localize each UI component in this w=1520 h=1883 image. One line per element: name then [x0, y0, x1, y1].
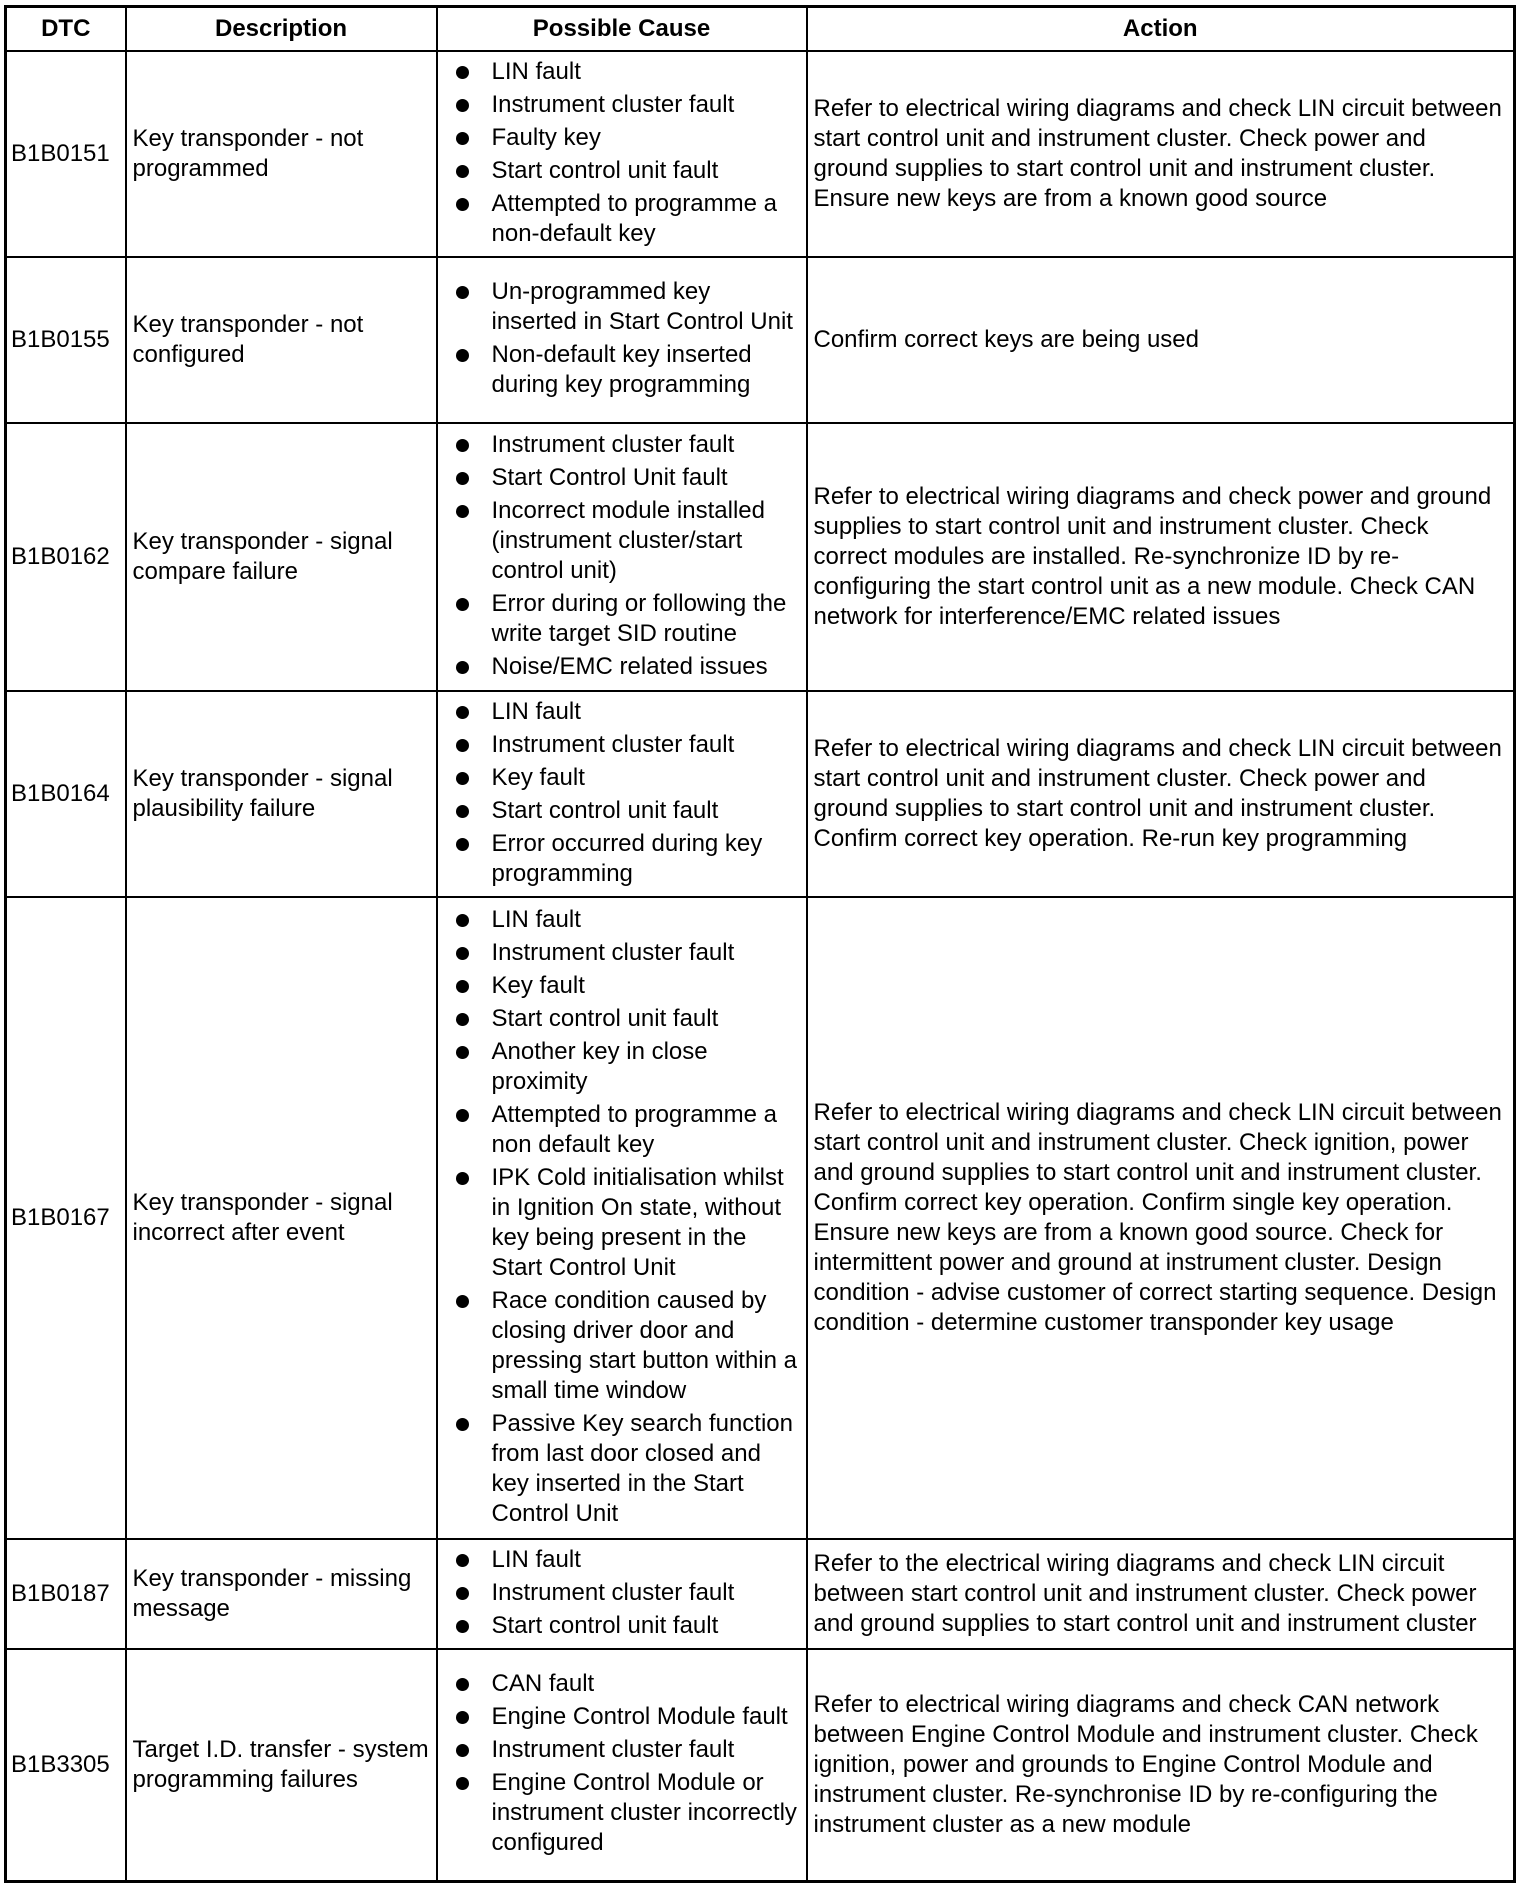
bullet-icon: [456, 1418, 469, 1431]
cause-list: [456, 57, 802, 249]
list-item: [456, 340, 802, 400]
header-row: [6, 7, 1515, 52]
dtc-document: [4, 5, 1513, 1856]
cause-text: Instrument cluster fault: [491, 1578, 735, 1606]
cause-text: Start control unit fault: [491, 156, 719, 184]
cause-text: Key fault: [491, 971, 585, 999]
list-item: [456, 1578, 802, 1608]
bullet-icon: [456, 1295, 469, 1308]
bullet-icon: [456, 1587, 469, 1600]
cause-text: LIN fault: [491, 57, 581, 85]
dtc-description: Key transponder - not configured: [126, 257, 437, 423]
cause-text: LIN fault: [491, 905, 581, 933]
table-row: [6, 257, 1515, 423]
cause-list: [456, 277, 802, 400]
list-item: [456, 463, 802, 493]
possible-cause-cell: [437, 51, 807, 257]
list-item: [456, 697, 802, 727]
bullet-icon: [456, 1744, 469, 1757]
bullet-icon: [456, 198, 469, 211]
cause-text: Engine Control Module fault: [491, 1702, 788, 1730]
list-item: [456, 1163, 802, 1283]
dtc-code: B1B0151: [6, 51, 126, 257]
cause-text: Start control unit fault: [491, 796, 719, 824]
list-item: [456, 730, 802, 760]
table-row: [6, 691, 1515, 897]
cause-text: Passive Key search function from last door closed and key inserted in the Start Control Unit: [491, 1409, 793, 1527]
table-row: [6, 897, 1515, 1539]
bullet-icon: [456, 66, 469, 79]
cause-text: Non-default key inserted during key programming: [491, 341, 752, 398]
bullet-icon: [456, 1554, 469, 1567]
possible-cause-cell: [437, 257, 807, 423]
bullet-icon: [456, 505, 469, 518]
dtc-description: Key transponder - signal plausibility failure: [126, 691, 437, 897]
cause-list: [456, 697, 802, 889]
action-text: Refer to electrical wiring diagrams and check LIN circuit between start control unit and instrument cluster. Check power and ground supplies to start control unit and instrument cluster. Confirm correct key operation. Re-run key programming: [807, 691, 1515, 897]
action-text: Refer to electrical wiring diagrams and check CAN network between Engine Control Module and instrument cluster. Check ignition, power and grounds to Engine Control Module and instrument cluster. Re-synchronise ID by re-configuring the instrument cluster as a new module: [807, 1649, 1515, 1881]
bullet-icon: [456, 980, 469, 993]
bullet-icon: [456, 472, 469, 485]
list-item: [456, 189, 802, 249]
cause-list: [456, 1669, 802, 1858]
bullet-icon: [456, 132, 469, 145]
bullet-icon: [456, 739, 469, 752]
cause-text: Instrument cluster fault: [491, 430, 735, 458]
cause-list: [456, 1545, 802, 1641]
list-item: [456, 156, 802, 186]
dtc-code: B1B0162: [6, 423, 126, 691]
bullet-icon: [456, 1013, 469, 1026]
cause-text: Instrument cluster fault: [491, 730, 735, 758]
bullet-icon: [456, 286, 469, 299]
cause-text: Instrument cluster fault: [491, 90, 735, 118]
action-text: Refer to the electrical wiring diagrams and check LIN circuit between start control unit and instrument cluster. Check power and ground supplies to start control unit and instrument cluster: [807, 1539, 1515, 1649]
cause-list: [456, 905, 802, 1529]
bullet-icon: [456, 165, 469, 178]
header-dtc: DTC: [6, 7, 126, 52]
cause-text: Instrument cluster fault: [491, 1735, 735, 1763]
action-text: Refer to electrical wiring diagrams and check LIN circuit between start control unit and instrument cluster. Check power and ground supplies to start control unit and instrument cluster. Ensure new keys are from a known good source: [807, 51, 1515, 257]
cause-text: Start control unit fault: [491, 1611, 719, 1639]
list-item: [456, 496, 802, 586]
cause-text: Faulty key: [491, 123, 601, 151]
dtc-code: B1B3305: [6, 1649, 126, 1881]
action-text: Refer to electrical wiring diagrams and check power and ground supplies to start control unit and instrument cluster. Check correct modules are installed. Re-synchronize ID by re-configuring the start control unit as a new module. Check CAN network for interference/EMC related issues: [807, 423, 1515, 691]
list-item: [456, 971, 802, 1001]
list-item: [456, 1286, 802, 1406]
list-item: [456, 1004, 802, 1034]
list-item: [456, 1768, 802, 1858]
list-item: [456, 277, 802, 337]
bullet-icon: [456, 1172, 469, 1185]
cause-text: Error occurred during key programming: [491, 829, 763, 887]
header-action: Action: [807, 7, 1515, 52]
bullet-icon: [456, 947, 469, 960]
dtc-description: Key transponder - signal incorrect after event: [126, 897, 437, 1539]
bullet-icon: [456, 805, 469, 818]
dtc-description: Key transponder - not programmed: [126, 51, 437, 257]
list-item: [456, 1669, 802, 1699]
possible-cause-cell: [437, 897, 807, 1539]
bullet-icon: [456, 1678, 469, 1691]
cause-text: Race condition caused by closing driver door and pressing start button within a small time window: [491, 1286, 797, 1404]
bullet-icon: [456, 661, 469, 674]
list-item: [456, 1037, 802, 1097]
bullet-icon: [456, 99, 469, 112]
dtc-code: B1B0167: [6, 897, 126, 1539]
cause-text: Un-programmed key inserted in Start Control Unit: [491, 278, 793, 335]
list-item: [456, 1409, 802, 1529]
bullet-icon: [456, 349, 469, 362]
list-item: [456, 1702, 802, 1732]
possible-cause-cell: [437, 1539, 807, 1649]
bullet-icon: [456, 1711, 469, 1724]
dtc-code: B1B0187: [6, 1539, 126, 1649]
cause-text: Key fault: [491, 763, 585, 791]
dtc-description: Key transponder - missing message: [126, 1539, 437, 1649]
list-item: [456, 123, 802, 153]
cause-text: Noise/EMC related issues: [491, 652, 768, 680]
bullet-icon: [456, 772, 469, 785]
cause-text: Attempted to programme a non-default key: [491, 189, 777, 247]
cause-text: Instrument cluster fault: [491, 938, 735, 966]
cause-text: Start control unit fault: [491, 1004, 719, 1032]
bullet-icon: [456, 914, 469, 927]
header-description: Description: [126, 7, 437, 52]
header-possible-cause: Possible Cause: [437, 7, 807, 52]
list-item: [456, 1611, 802, 1641]
dtc-code: B1B0155: [6, 257, 126, 423]
dtc-code: B1B0164: [6, 691, 126, 897]
list-item: [456, 589, 802, 649]
dtc-table: [4, 5, 1516, 1883]
cause-list: [456, 430, 802, 682]
table-row: [6, 1539, 1515, 1649]
cause-text: Incorrect module installed (instrument cluster/start control unit): [491, 496, 765, 584]
list-item: [456, 90, 802, 120]
cause-text: Error during or following the write target SID routine: [491, 589, 787, 647]
list-item: [456, 905, 802, 935]
table-row: [6, 1649, 1515, 1881]
bullet-icon: [456, 1109, 469, 1122]
bullet-icon: [456, 598, 469, 611]
list-item: [456, 430, 802, 460]
list-item: [456, 652, 802, 682]
action-text: Confirm correct keys are being used: [807, 257, 1515, 423]
list-item: [456, 1545, 802, 1575]
dtc-description: Target I.D. transfer - system programming failures: [126, 1649, 437, 1881]
table-body: [6, 51, 1515, 1881]
bullet-icon: [456, 838, 469, 851]
cause-text: LIN fault: [491, 697, 581, 725]
list-item: [456, 796, 802, 826]
cause-text: Start Control Unit fault: [491, 463, 728, 491]
cause-text: Another key in close proximity: [491, 1037, 708, 1095]
list-item: [456, 763, 802, 793]
dtc-description: Key transponder - signal compare failure: [126, 423, 437, 691]
bullet-icon: [456, 706, 469, 719]
cause-text: Attempted to programme a non default key: [491, 1100, 777, 1158]
possible-cause-cell: [437, 1649, 807, 1881]
list-item: [456, 1100, 802, 1160]
bullet-icon: [456, 439, 469, 452]
bullet-icon: [456, 1777, 469, 1790]
possible-cause-cell: [437, 691, 807, 897]
bullet-icon: [456, 1620, 469, 1633]
list-item: [456, 829, 802, 889]
cause-text: CAN fault: [491, 1669, 595, 1697]
table-row: [6, 423, 1515, 691]
list-item: [456, 57, 802, 87]
cause-text: IPK Cold initialisation whilst in Ignition On state, without key being present in the Start Control Unit: [491, 1163, 784, 1281]
list-item: [456, 938, 802, 968]
cause-text: LIN fault: [491, 1545, 581, 1573]
possible-cause-cell: [437, 423, 807, 691]
cause-text: Engine Control Module or instrument cluster incorrectly configured: [491, 1768, 797, 1856]
action-text: Refer to electrical wiring diagrams and check LIN circuit between start control unit and instrument cluster. Check ignition, power and ground supplies to start control unit and instrument cluster. Confirm correct key operation. Confirm single key operation. Ensure new keys are from a known good source. Check for intermittent power and ground at instrument cluster. Design condition - advise customer of correct starting sequence. Design condition - determine customer transponder key usage: [807, 897, 1515, 1539]
list-item: [456, 1735, 802, 1765]
table-row: [6, 51, 1515, 257]
bullet-icon: [456, 1046, 469, 1059]
